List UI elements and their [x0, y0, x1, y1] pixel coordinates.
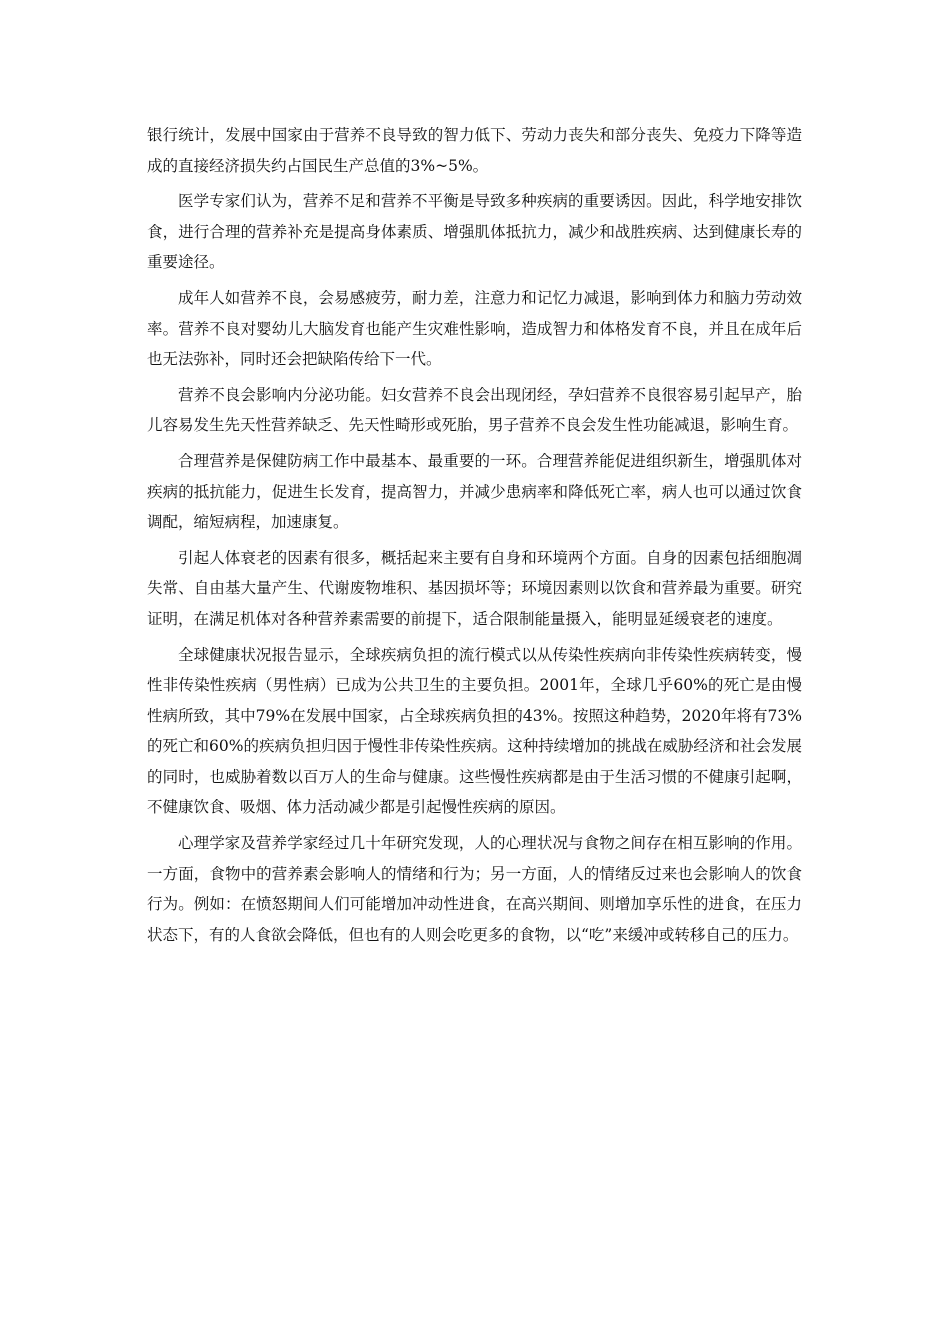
- paragraph: 医学专家们认为，营养不足和营养不平衡是导致多种疾病的重要诱因。因此，科学地安排饮食，进行合理的营养补充是提高身体素质、增强肌体抵抗力，减少和战胜疾病、达到健康长寿的重要途径。: [147, 192, 802, 272]
- paragraph: 营养不良会影响内分泌功能。妇女营养不良会出现闭经，孕妇营养不良很容易引起早产，胎儿容易发生先天性营养缺乏、先天性畸形或死胎，男子营养不良会发生性功能减退，影响生育。: [147, 385, 802, 435]
- paragraph: 心理学家及营养学家经过几十年研究发现，人的心理状况与食物之间存在相互影响的作用。一方面，食物中的营养素会影响人的情绪和行为；另一方面，人的情绪反过来也会影响人的饮食行为。例如：在愤怒期间人们可能增加冲动性进食，在高兴期间、则增加享乐性的进食，在压力状态下，有的人食欲会降低，但也有的人则会吃更多的食物，以“吃”来缓冲或转移自己的压力。: [147, 834, 802, 944]
- paragraph: 全球健康状况报告显示，全球疾病负担的流行模式以从传染性疾病向非传染性疾病转变，慢性非传染性疾病（男性病）已成为公共卫生的主要负担。2001年，全球几乎60%的死亡是由慢性病所致，其中79%在发展中国家，占全球疾病负担的43%。按照这种趋势，2020年将有73%的死亡和60%的疾病负担归因于慢性非传染性疾病。这种持续增加的挑战在威胁经济和社会发展的同时，也威胁着数以百万人的生命与健康。这些慢性疾病都是由于生活习惯的不健康引起啊，不健康饮食、吸烟、体力活动减少都是引起慢性疾病的原因。: [147, 645, 802, 817]
- paragraph-continued: 银行统计，发展中国家由于营养不良导致的智力低下、劳动力丧失和部分丧失、免疫力下降等造成的直接经济损失约占国民生产总值的3%~5%。: [147, 126, 802, 175]
- body-text: [147, 120, 802, 955]
- paragraph: 引起人体衰老的因素有很多，概括起来主要有自身和环境两个方面。自身的因素包括细胞凋失常、自由基大量产生、代谢废物堆积、基因损坏等；环境因素则以饮食和营养最为重要。研究证明，在满足机体对各种营养素需要的前提下，适合限制能量摄入，能明显延缓衰老的速度。: [147, 548, 802, 628]
- paragraph: 成年人如营养不良，会易感疲劳，耐力差，注意力和记忆力减退，影响到体力和脑力劳动效率。营养不良对婴幼儿大脑发育也能产生灾难性影响，造成智力和体格发育不良，并且在成年后也无法弥补，同时还会把缺陷传给下一代。: [147, 288, 802, 369]
- paragraph: 合理营养是保健防病工作中最基本、最重要的一环。合理营养能促进组织新生，增强肌体对疾病的抵抗能力，促进生长发育，提高智力，并减少患病率和降低死亡率，病人也可以通过饮食调配，缩短病程，加速康复。: [147, 451, 802, 532]
